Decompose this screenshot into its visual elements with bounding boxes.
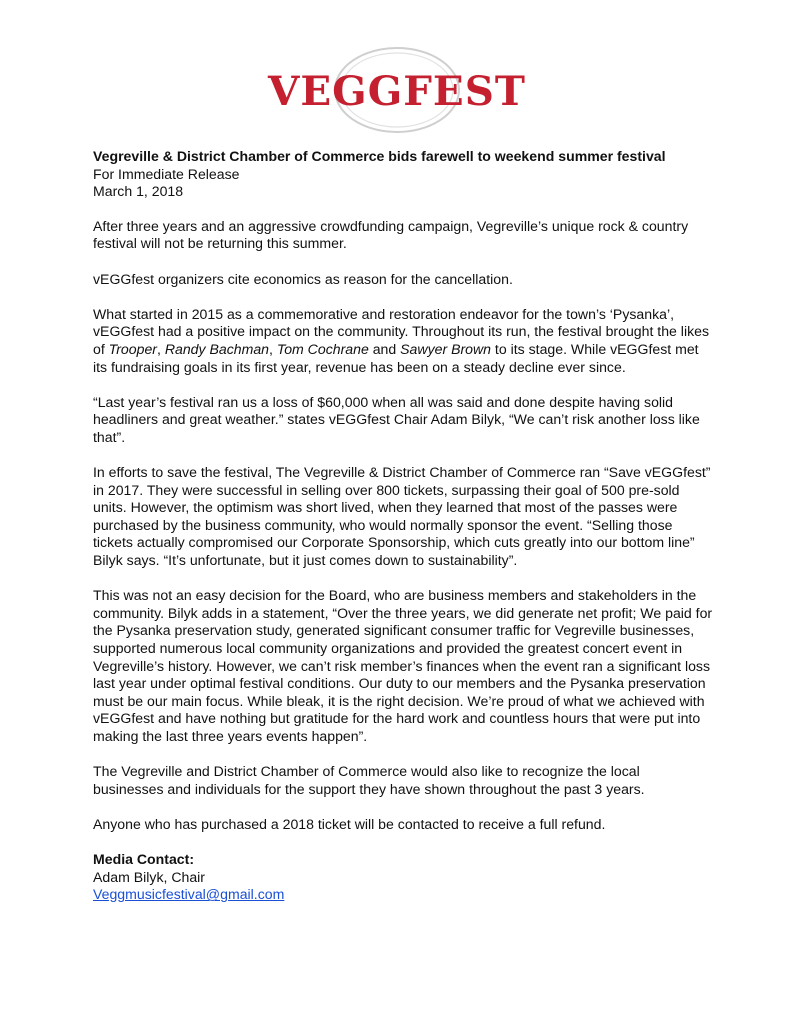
paragraph-refund: Anyone who has purchased a 2018 ticket will be contacted to receive a full refund.: [93, 815, 606, 832]
history-text-1: What started in 2015 as a commemorative and restoration endeavor for the town’s ‘Pysanka’, vEGGfest had a positive impact on the community. Throughout its run, the festival brought the likes of: [93, 305, 710, 357]
media-contact-email-link[interactable]: Veggmusicfestival@gmail.com: [93, 886, 285, 903]
paragraph-recognition: The Vegreville and District Chamber of Commerce would also like to recognize the local businesses and individuals for the support they have shown throughout the past 3 years.: [93, 763, 645, 797]
artist-trooper: Trooper: [108, 340, 157, 357]
paragraph-save-vegg: In efforts to save the festival, The Vegreville & District Chamber of Commerce ran “Save vEGGfest” in 2017. They were successful in selling over 800 tickets, surpassing their goal of 500 pre-sold units. However, the optimism was short lived, when they learned that most of the passes were purchased by the business community, who would normally sponsor the event. “Selling those tickets actually compromised our Corporate Sponsorship, which cuts greatly into our bottom line” Bilyk says. “It’s unfortunate, but it just comes down to sustainability”.: [93, 464, 711, 569]
paragraph-board-decision: This was not an easy decision for the Board, who are business members and stakeholders in the community. Bilyk adds in a statement, “Over the three years, we did generate net profit; We paid for the Pysanka preservation study, generated significant consumer traffic for Vegreville businesses, supported numerous local community organizations and provided the greatest concert event in Vegreville’s history. However, we can’t risk member’s finances when the event ran a significant loss last year under optimal festival conditions. Our duty to our members and the Pysanka preservation must be our main focus. While bleak, it is the right decision. We’re proud of what we achieved with vEGGfest and have nothing but gratitude for the hard work and countless hours that were put into making the last three years events happen”.: [93, 587, 713, 744]
paragraph-intro: After three years and an aggressive crowdfunding campaign, Vegreville’s unique rock & country festival will not be returning this summer.: [93, 217, 689, 252]
paragraph-economics: vEGGfest organizers cite economics as reason for the cancellation.: [93, 270, 513, 287]
release-body: [93, 148, 713, 904]
paragraph-history: [93, 306, 713, 376]
history-text-2: to its stage. While vEGGfest met its fundraising goals in its first year, revenue has been on a steady decline ever since.: [93, 340, 699, 375]
artist-sawyer-brown: Sawyer Brown: [400, 340, 492, 357]
history-sep-3: and: [368, 340, 401, 357]
veggfest-logo: [255, 38, 540, 138]
release-header: [93, 148, 713, 201]
media-contact: [93, 851, 713, 904]
artist-randy-bachman: Randy Bachman: [164, 340, 270, 357]
history-sep-2: ,: [269, 340, 277, 357]
logo-wordmark: VEGGFEST: [266, 68, 526, 115]
artist-tom-cochrane: Tom Cochrane: [276, 340, 369, 357]
history-sep-1: ,: [156, 340, 165, 357]
media-contact-heading: Media Contact:: [93, 851, 195, 868]
release-label: For Immediate Release: [93, 165, 240, 182]
release-date: March 1, 2018: [93, 183, 184, 200]
media-contact-name: Adam Bilyk, Chair: [93, 868, 205, 885]
paragraph-quote-loss: “Last year’s festival ran us a loss of $60,000 when all was said and done despite having solid headliners and great weather.” states vEGGfest Chair Adam Bilyk, “We can’t risk another loss like that”.: [93, 393, 700, 445]
headline: Vegreville & District Chamber of Commerce bids farewell to weekend summer festival: [93, 148, 666, 164]
